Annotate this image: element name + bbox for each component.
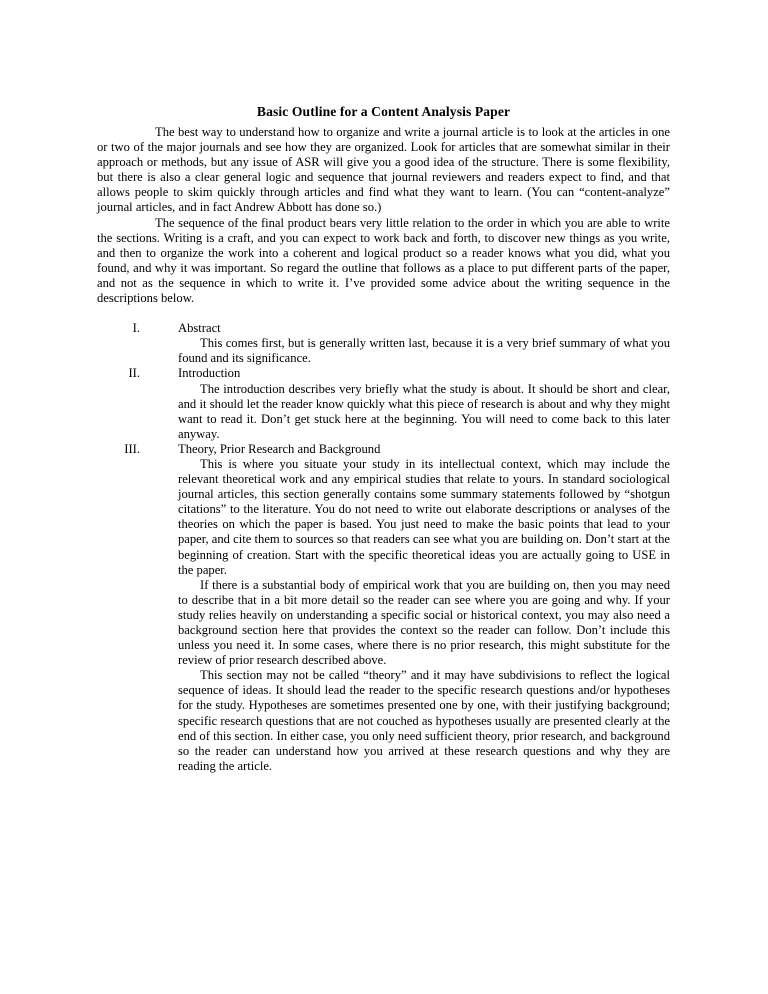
outline-item-numeral: II. [128, 366, 140, 381]
outline-list [97, 321, 670, 774]
outline-item-label: Abstract [178, 321, 221, 336]
outline-item-heading [97, 321, 670, 336]
outline-item-paragraph: This is where you situate your study in its intellectual context, which may include the relevant theoretical work and any empirical studies that relate to yours. In standard sociological journal articles, this section generally contains some summary statements followed by “shotgun citations” to the literature. You do not need to write out elaborate descriptions or analyses of the theories on which the paper is based. You just need to make the basic points that lead to your paper, and cite them to sources so that readers can see what you are building on. Don’t start at the beginning of creation. Start with the specific theoretical ideas you are actually going to USE in the paper. [178, 456, 670, 577]
outline-item-introduction [97, 366, 670, 441]
outline-item-numeral: I. [132, 321, 140, 336]
page-title: Basic Outline for a Content Analysis Paper [256, 104, 511, 119]
intro-paragraph-1: The best way to understand how to organize and write a journal article is to look at the articles in one or two of the major journals and see how they are organized. Look for articles that are somewhat similar in their approach or methods, but any issue of ASR will give you a good idea of the structure. There is some flexibility, but there is also a clear general logic and sequence that journal reviewers and readers expect to find, and that allows people to skim quickly through articles and find what they want to learn. (You can “content-analyze” journal articles, and in fact Andrew Abbott has done so.) [97, 125, 670, 215]
outline-item-heading [97, 442, 670, 457]
outline-item-paragraph: If there is a substantial body of empirical work that you are building on, then you may need to describe that in a bit more detail so the reader can see where you are going and why. If your study relies heavily on understanding a specific social or historical context, you may also need a background section here that provides the context so the reader can follow. Don’t include this unless you need it. In some cases, where there is no prior research, this might substitute for the review of prior research described above. [178, 577, 670, 668]
outline-item-heading [97, 366, 670, 381]
outline-item-theory [97, 442, 670, 774]
outline-item-paragraph: This section may not be called “theory” and it may have subdivisions to reflect the logical sequence of ideas. It should lead the reader to the specific research questions and/or hypotheses for the study. Hypotheses are sometimes presented one by one, with their justifying background; specific research questions that are not couched as hypotheses usually are presented clearly at the end of this section. In either case, you only need sufficient theory, prior research, and background so the reader can understand how you arrived at these research questions and why they are reading the article. [178, 668, 670, 773]
outline-item-label: Introduction [178, 366, 241, 381]
outline-item-label: Theory, Prior Research and Background [178, 441, 381, 456]
outline-item-abstract [97, 321, 670, 366]
outline-item-paragraph: This comes first, but is generally written last, because it is a very brief summary of what you found and its significance. [178, 336, 670, 366]
outline-item-paragraph: The introduction describes very briefly what the study is about. It should be short and clear, and it should let the reader know quickly what this piece of research is about and why they might want to read it. Don’t get stuck here at the beginning. You will need to come back to this later anyway. [178, 381, 670, 441]
intro-paragraph-2: The sequence of the final product bears very little relation to the order in which you are able to write the sections. Writing is a craft, and you can expect to work back and forth, to discover new things as you write, and then to organize the work into a coherent and logical product so a reader knows what you did, what you found, and why it was important. So regard the outline that follows as a place to put different parts of the paper, and not as the sequence in which to write it. I’ve provided some advice about the writing sequence in the descriptions below. [97, 215, 670, 306]
outline-spacer [97, 306, 670, 321]
document-content [97, 104, 670, 774]
outline-item-numeral: III. [124, 441, 140, 456]
